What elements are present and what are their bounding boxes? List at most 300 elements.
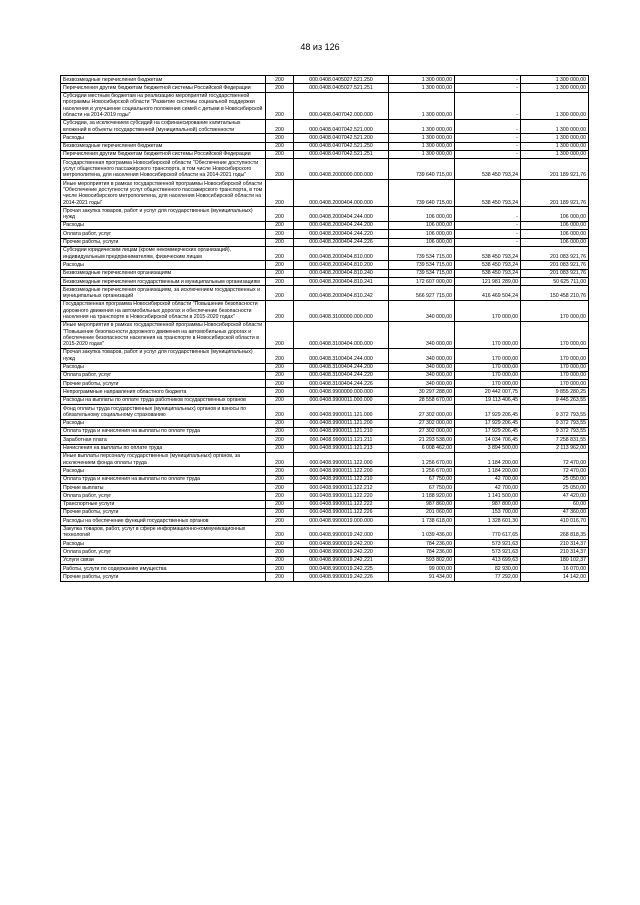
row-approved-amount: 172 607 000,00	[389, 278, 455, 286]
row-approved-amount: 739 534 715,00	[389, 246, 455, 261]
row-executed-amount: 170 000,00	[455, 380, 521, 388]
row-name: Субсидии местным бюджетам на реализацию мероприятий государственной программы Новосибирской области "Развитие системы социальной поддержки населения и улучшение социального положения семей с детьми в Новосибирской области на 2014-2019 годы"	[61, 92, 266, 119]
table-row	[61, 396, 589, 404]
table-row	[61, 300, 589, 321]
row-name: Работы, услуги по содержанию имущества	[61, 565, 266, 573]
row-line-code: 200	[266, 492, 294, 500]
row-classification-code: 000.0408.9900011.122.200	[294, 467, 389, 475]
table-row	[61, 363, 589, 371]
table-row	[61, 207, 589, 222]
table-row	[61, 525, 589, 540]
row-classification-code: 000.0408.9900011.122.226	[294, 508, 389, 516]
row-name: Перечисления другим бюджетам бюджетной системы Российской Федерации	[61, 84, 266, 92]
row-classification-code: 000.0408.9900011.122.222	[294, 500, 389, 508]
row-executed-amount: 170 000,00	[455, 363, 521, 371]
row-classification-code: 000.0408.2000404.810.200	[294, 261, 389, 269]
row-line-code: 200	[266, 134, 294, 142]
row-executed-amount: 42 700,00	[455, 475, 521, 483]
row-line-code: 200	[266, 76, 294, 84]
row-approved-amount: 30 297 288,00	[389, 388, 455, 396]
row-executed-amount: 573 921,63	[455, 540, 521, 548]
row-approved-amount: 27 302 000,00	[389, 405, 455, 420]
row-classification-code: 000.0408.9900011.000.000	[294, 396, 389, 404]
row-unexecuted-amount: 1 300 000,00	[521, 134, 589, 142]
row-line-code: 200	[266, 300, 294, 321]
row-unexecuted-amount: 150 458 210,76	[521, 286, 589, 301]
row-unexecuted-amount: 50 625 711,00	[521, 278, 589, 286]
row-name: Безвозмездные перечисления государственным и муниципальным организациям	[61, 278, 266, 286]
row-classification-code: 000.0408.2000404.810.240	[294, 269, 389, 277]
row-line-code: 200	[266, 508, 294, 516]
row-unexecuted-amount: 25 050,00	[521, 484, 589, 492]
row-executed-amount: 1 184 200,00	[455, 467, 521, 475]
row-line-code: 200	[266, 84, 294, 92]
row-name: Прочие работы, услуги	[61, 380, 266, 388]
row-line-code: 200	[266, 388, 294, 396]
table-row	[61, 134, 589, 142]
row-approved-amount: 1 039 436,00	[389, 525, 455, 540]
row-classification-code: 000.0408.9900011.122.210	[294, 475, 389, 483]
table-row	[61, 508, 589, 516]
row-line-code: 200	[266, 405, 294, 420]
row-name: Субсидии, за исключением субсидий на софинансирование капитальных вложений в объекты государственной (муниципальной) собственности	[61, 119, 266, 134]
row-classification-code: 000.0408.2000404.244.226	[294, 238, 389, 246]
row-classification-code: 000.0408.9900019.242.226	[294, 573, 389, 581]
row-approved-amount: 27 302 000,00	[389, 427, 455, 435]
row-unexecuted-amount: 268 818,35	[521, 525, 589, 540]
page-number: 48 из 126	[300, 42, 340, 52]
row-unexecuted-amount: 201 189 921,76	[521, 159, 589, 180]
row-classification-code: 000.0408.2000404.000.000	[294, 180, 389, 207]
row-approved-amount: 340 000,00	[389, 380, 455, 388]
row-executed-amount: 413 699,63	[455, 556, 521, 564]
row-executed-amount: 987 800,00	[455, 500, 521, 508]
row-approved-amount: 1 256 670,00	[389, 452, 455, 467]
row-executed-amount: 121 981 289,00	[455, 278, 521, 286]
row-unexecuted-amount: 170 000,00	[521, 321, 589, 348]
row-name: Расходы	[61, 363, 266, 371]
row-classification-code: 000.0408.9900019.000.000	[294, 517, 389, 525]
row-line-code: 200	[266, 92, 294, 119]
row-unexecuted-amount: 47 360,00	[521, 508, 589, 516]
row-unexecuted-amount: 2 113 962,00	[521, 444, 589, 452]
row-line-code: 200	[266, 207, 294, 222]
row-unexecuted-amount: 9 855 280,25	[521, 388, 589, 396]
row-classification-code: 000.0408.3100404.244.220	[294, 371, 389, 379]
row-executed-amount: 1 328 601,30	[455, 517, 521, 525]
row-unexecuted-amount: 72 470,00	[521, 467, 589, 475]
row-unexecuted-amount: 1 300 000,00	[521, 76, 589, 84]
row-line-code: 200	[266, 363, 294, 371]
row-line-code: 200	[266, 419, 294, 427]
row-approved-amount: 67 750,00	[389, 475, 455, 483]
row-name: Субсидии юридическим лицам (кроме некоммерческих организаций), индивидуальным предпринимателям, физическим лицам	[61, 246, 266, 261]
row-name: Прочая закупка товаров, работ и услуг для государственных (муниципальных) нужд	[61, 348, 266, 363]
row-name: Прочие работы, услуги	[61, 573, 266, 581]
row-name: Услуги связи	[61, 556, 266, 564]
row-executed-amount: 77 292,00	[455, 573, 521, 581]
row-unexecuted-amount: 14 142,00	[521, 573, 589, 581]
row-name: Оплата труда и начисления на выплаты по оплате труда	[61, 475, 266, 483]
row-unexecuted-amount: 1 300 000,00	[521, 119, 589, 134]
row-line-code: 200	[266, 246, 294, 261]
row-name: Непрограммные направления областного бюджета	[61, 388, 266, 396]
row-approved-amount: 99 000,00	[389, 565, 455, 573]
row-approved-amount: 1 256 670,00	[389, 467, 455, 475]
row-executed-amount: 538 450 793,24	[455, 180, 521, 207]
row-approved-amount: 21 293 538,00	[389, 436, 455, 444]
row-unexecuted-amount: 9 372 793,55	[521, 405, 589, 420]
row-name: Расходы	[61, 134, 266, 142]
budget-execution-table	[60, 75, 589, 582]
row-unexecuted-amount: 170 000,00	[521, 371, 589, 379]
row-line-code: 200	[266, 321, 294, 348]
row-line-code: 200	[266, 565, 294, 573]
row-unexecuted-amount: 410 016,70	[521, 517, 589, 525]
table-row	[61, 159, 589, 180]
row-approved-amount: 1 188 920,00	[389, 492, 455, 500]
row-classification-code: 000.0408.9900011.121.211	[294, 436, 389, 444]
row-classification-code: 000.0408.9900011.122.212	[294, 484, 389, 492]
row-executed-amount: -	[455, 119, 521, 134]
table-row	[61, 475, 589, 483]
row-unexecuted-amount: 106 000,00	[521, 238, 589, 246]
row-line-code: 200	[266, 269, 294, 277]
row-executed-amount: 416 469 504,24	[455, 286, 521, 301]
table-row	[61, 371, 589, 379]
row-classification-code: 000.0408.9900000.000.000	[294, 388, 389, 396]
row-line-code: 200	[266, 452, 294, 467]
table-row	[61, 556, 589, 564]
row-executed-amount: 153 700,00	[455, 508, 521, 516]
row-approved-amount: 566 927 715,00	[389, 286, 455, 301]
row-approved-amount: 6 008 462,00	[389, 444, 455, 452]
row-unexecuted-amount: 210 314,37	[521, 548, 589, 556]
row-classification-code: 000.0408.9900019.242.200	[294, 540, 389, 548]
table-row	[61, 492, 589, 500]
row-line-code: 200	[266, 150, 294, 158]
table-row	[61, 84, 589, 92]
row-line-code: 200	[266, 221, 294, 229]
row-line-code: 200	[266, 444, 294, 452]
row-approved-amount: 340 000,00	[389, 300, 455, 321]
row-executed-amount: 17 929 206,45	[455, 427, 521, 435]
row-classification-code: 000.0408.0405027.521.251	[294, 84, 389, 92]
row-approved-amount: 987 860,00	[389, 500, 455, 508]
row-approved-amount: 1 300 000,00	[389, 134, 455, 142]
row-unexecuted-amount: 180 102,37	[521, 556, 589, 564]
row-classification-code: 000.0408.9900019.242.221	[294, 556, 389, 564]
row-classification-code: 000.0408.9900019.242.225	[294, 565, 389, 573]
row-line-code: 200	[266, 500, 294, 508]
row-executed-amount: 1 141 500,00	[455, 492, 521, 500]
row-name: Оплата работ, услуг	[61, 230, 266, 238]
row-name: Фонд оплаты труда государственных (муниципальных) органов и взносы по обязательному социальному страхованию	[61, 405, 266, 420]
row-executed-amount: 170 000,00	[455, 371, 521, 379]
table-row	[61, 427, 589, 435]
row-unexecuted-amount: 1 300 000,00	[521, 92, 589, 119]
table-row	[61, 269, 589, 277]
row-approved-amount: 106 000,00	[389, 230, 455, 238]
row-classification-code: 000.0408.3100404.244.000	[294, 348, 389, 363]
row-executed-amount: -	[455, 92, 521, 119]
table-row	[61, 467, 589, 475]
row-name: Расходы	[61, 467, 266, 475]
table-row	[61, 92, 589, 119]
row-name: Расходы на обеспечение функций государственных органов	[61, 517, 266, 525]
table-row	[61, 150, 589, 158]
row-unexecuted-amount: 170 000,00	[521, 380, 589, 388]
table-row	[61, 419, 589, 427]
row-name: Безвозмездные перечисления организациям, за исключением государственных и муниципальных организаций	[61, 286, 266, 301]
row-executed-amount: 17 929 206,45	[455, 419, 521, 427]
table-row	[61, 238, 589, 246]
row-classification-code: 000.0408.2000404.244.000	[294, 207, 389, 222]
row-approved-amount: 739 640 715,00	[389, 180, 455, 207]
table-row	[61, 452, 589, 467]
row-executed-amount: 573 921,63	[455, 548, 521, 556]
row-classification-code: 000.0408.9900019.242.220	[294, 548, 389, 556]
row-executed-amount: -	[455, 221, 521, 229]
row-executed-amount: 770 617,65	[455, 525, 521, 540]
row-classification-code: 000.0408.9900011.122.000	[294, 452, 389, 467]
row-name: Государственная программа Новосибирской области "Повышение безопасности дорожного движения на автомобильных дорогах и обеспечение безопасности населения на транспорте в Новосибирской области в 2015-2020 годах"	[61, 300, 266, 321]
row-unexecuted-amount: 170 000,00	[521, 300, 589, 321]
row-name: Расходы	[61, 261, 266, 269]
row-approved-amount: 1 300 000,00	[389, 119, 455, 134]
row-name: Оплата труда и начисления на выплаты по оплате труда	[61, 427, 266, 435]
row-executed-amount: 538 450 793,24	[455, 159, 521, 180]
table-row	[61, 548, 589, 556]
row-executed-amount: 42 700,00	[455, 484, 521, 492]
row-approved-amount: 106 000,00	[389, 221, 455, 229]
row-approved-amount: 340 000,00	[389, 348, 455, 363]
row-name: Иные мероприятия в рамках государственной программы Новосибирской области "Обеспечение доступности услуг общественного пассажирского транспорта, в том числе Новосибирского метрополитена, для населения Новосибирской области на 2014-2021 годы"	[61, 180, 266, 207]
row-unexecuted-amount: 25 050,00	[521, 475, 589, 483]
row-executed-amount: 538 450 793,24	[455, 269, 521, 277]
row-approved-amount: 1 300 000,00	[389, 76, 455, 84]
row-name: Прочие выплаты	[61, 484, 266, 492]
row-name: Безвозмездные перечисления бюджетам	[61, 76, 266, 84]
row-classification-code: 000.0408.3100404.000.000	[294, 321, 389, 348]
table-row	[61, 405, 589, 420]
row-unexecuted-amount: 106 000,00	[521, 230, 589, 238]
row-classification-code: 000.0408.3100404.244.200	[294, 363, 389, 371]
table-row	[61, 278, 589, 286]
row-line-code: 200	[266, 278, 294, 286]
row-line-code: 200	[266, 380, 294, 388]
row-executed-amount: 170 000,00	[455, 321, 521, 348]
row-classification-code: 000.0408.0407042.000.000	[294, 92, 389, 119]
row-classification-code: 000.0408.9900011.121.200	[294, 419, 389, 427]
row-classification-code: 000.0408.9900011.121.213	[294, 444, 389, 452]
row-executed-amount: 538 450 793,24	[455, 261, 521, 269]
row-unexecuted-amount: 170 000,00	[521, 363, 589, 371]
row-unexecuted-amount: 201 083 921,76	[521, 269, 589, 277]
row-unexecuted-amount: 1 300 000,00	[521, 142, 589, 150]
row-executed-amount: 3 894 500,00	[455, 444, 521, 452]
row-classification-code: 000.0408.2000000.000.000	[294, 159, 389, 180]
table-row	[61, 261, 589, 269]
row-classification-code: 000.0408.3100000.000.000	[294, 300, 389, 321]
row-line-code: 200	[266, 556, 294, 564]
row-classification-code: 000.0408.2000404.244.200	[294, 221, 389, 229]
row-approved-amount: 784 236,00	[389, 540, 455, 548]
row-unexecuted-amount: 16 070,00	[521, 565, 589, 573]
row-unexecuted-amount: 9 445 263,55	[521, 396, 589, 404]
table-body	[61, 76, 589, 582]
row-line-code: 200	[266, 230, 294, 238]
table-row	[61, 380, 589, 388]
row-approved-amount: 784 236,00	[389, 548, 455, 556]
row-approved-amount: 201 060,00	[389, 508, 455, 516]
row-classification-code: 000.0408.9900011.122.220	[294, 492, 389, 500]
row-executed-amount: 1 184 200,00	[455, 452, 521, 467]
row-name: Расходы на выплаты по оплате труда работников государственных органов	[61, 396, 266, 404]
table-row	[61, 444, 589, 452]
row-executed-amount: 17 929 206,45	[455, 405, 521, 420]
row-unexecuted-amount: 72 470,00	[521, 452, 589, 467]
row-classification-code: 000.0408.0405027.521.250	[294, 76, 389, 84]
row-line-code: 200	[266, 573, 294, 581]
row-line-code: 200	[266, 548, 294, 556]
table-row	[61, 230, 589, 238]
row-executed-amount: -	[455, 238, 521, 246]
table-row	[61, 348, 589, 363]
row-line-code: 200	[266, 475, 294, 483]
row-executed-amount: 82 930,00	[455, 565, 521, 573]
table-row	[61, 76, 589, 84]
row-line-code: 200	[266, 540, 294, 548]
row-classification-code: 000.0408.0407042.521.200	[294, 134, 389, 142]
row-unexecuted-amount: 1 300 000,00	[521, 150, 589, 158]
row-name: Прочие работы, услуги	[61, 238, 266, 246]
row-executed-amount: 14 034 706,45	[455, 436, 521, 444]
row-approved-amount: 739 534 715,00	[389, 269, 455, 277]
row-approved-amount: 340 000,00	[389, 363, 455, 371]
row-name: Оплата работ, услуг	[61, 548, 266, 556]
row-executed-amount: 538 450 793,24	[455, 246, 521, 261]
row-approved-amount: 106 000,00	[389, 238, 455, 246]
row-approved-amount: 1 738 618,00	[389, 517, 455, 525]
table-row	[61, 180, 589, 207]
row-classification-code: 000.0408.9900011.121.000	[294, 405, 389, 420]
row-name: Прочая закупка товаров, работ и услуг для государственных (муниципальных) нужд	[61, 207, 266, 222]
row-classification-code: 000.0408.2000404.810.241	[294, 278, 389, 286]
row-line-code: 200	[266, 238, 294, 246]
row-unexecuted-amount: 60,00	[521, 500, 589, 508]
row-classification-code: 000.0408.9900011.121.210	[294, 427, 389, 435]
row-line-code: 200	[266, 371, 294, 379]
row-name: Расходы	[61, 221, 266, 229]
row-approved-amount: 739 640 715,00	[389, 159, 455, 180]
row-name: Начисления на выплаты по оплате труда	[61, 444, 266, 452]
row-approved-amount: 67 750,00	[389, 484, 455, 492]
row-line-code: 200	[266, 142, 294, 150]
row-unexecuted-amount: 201 083 921,76	[521, 261, 589, 269]
table-row	[61, 540, 589, 548]
row-name: Прочие работы, услуги	[61, 508, 266, 516]
row-classification-code: 000.0408.2000404.810.242	[294, 286, 389, 301]
table-row	[61, 321, 589, 348]
row-executed-amount: 170 000,00	[455, 300, 521, 321]
row-classification-code: 000.0408.0407042.521.250	[294, 142, 389, 150]
row-unexecuted-amount: 9 372 793,55	[521, 427, 589, 435]
row-line-code: 200	[266, 286, 294, 301]
row-executed-amount: 20 442 007,75	[455, 388, 521, 396]
row-executed-amount: -	[455, 134, 521, 142]
table-row	[61, 119, 589, 134]
row-approved-amount: 340 000,00	[389, 371, 455, 379]
table-row	[61, 142, 589, 150]
row-name: Государственная программа Новосибирской области "Обеспечение доступности услуг общественного пассажирского транспорта, в том числе Новосибирского метрополитена, для населения Новосибирской области на 2014-2021 годы"	[61, 159, 266, 180]
row-classification-code: 000.0408.2000404.810.000	[294, 246, 389, 261]
table-row	[61, 246, 589, 261]
row-line-code: 200	[266, 467, 294, 475]
row-approved-amount: 1 300 000,00	[389, 84, 455, 92]
row-line-code: 200	[266, 180, 294, 207]
row-classification-code: 000.0408.9900019.242.000	[294, 525, 389, 540]
row-line-code: 200	[266, 119, 294, 134]
row-executed-amount: -	[455, 76, 521, 84]
row-name: Безвозмездные перечисления бюджетам	[61, 142, 266, 150]
row-executed-amount: 170 000,00	[455, 348, 521, 363]
row-unexecuted-amount: 47 420,00	[521, 492, 589, 500]
row-unexecuted-amount: 210 314,37	[521, 540, 589, 548]
row-classification-code: 000.0408.3100404.244.226	[294, 380, 389, 388]
row-line-code: 200	[266, 436, 294, 444]
row-name: Заработная плата	[61, 436, 266, 444]
row-classification-code: 000.0408.0407042.521.251	[294, 150, 389, 158]
row-executed-amount: -	[455, 150, 521, 158]
row-approved-amount: 1 300 000,00	[389, 92, 455, 119]
row-unexecuted-amount: 201 083 921,76	[521, 246, 589, 261]
table-row	[61, 388, 589, 396]
row-approved-amount: 593 802,00	[389, 556, 455, 564]
row-approved-amount: 91 434,00	[389, 573, 455, 581]
row-unexecuted-amount: 1 300 000,00	[521, 84, 589, 92]
row-approved-amount: 1 300 000,00	[389, 150, 455, 158]
row-executed-amount: -	[455, 230, 521, 238]
table-row	[61, 573, 589, 581]
row-line-code: 200	[266, 261, 294, 269]
row-approved-amount: 27 302 000,00	[389, 419, 455, 427]
row-unexecuted-amount: 106 000,00	[521, 207, 589, 222]
table-row	[61, 221, 589, 229]
row-executed-amount: -	[455, 142, 521, 150]
row-approved-amount: 340 000,00	[389, 321, 455, 348]
row-name: Оплата работ, услуг	[61, 371, 266, 379]
row-approved-amount: 1 300 000,00	[389, 142, 455, 150]
table-row	[61, 565, 589, 573]
row-name: Транспортные услуги	[61, 500, 266, 508]
row-line-code: 200	[266, 484, 294, 492]
row-name: Иные выплаты персоналу государственных (муниципальных) органов, за исключением фонда оплаты труда	[61, 452, 266, 467]
row-unexecuted-amount: 170 000,00	[521, 348, 589, 363]
row-name: Расходы	[61, 540, 266, 548]
row-name: Закупка товаров, работ, услуг в сфере информационно-коммуникационных технологий	[61, 525, 266, 540]
row-line-code: 200	[266, 396, 294, 404]
row-line-code: 200	[266, 517, 294, 525]
row-unexecuted-amount: 7 258 831,55	[521, 436, 589, 444]
row-unexecuted-amount: 201 189 921,76	[521, 180, 589, 207]
row-unexecuted-amount: 106 000,00	[521, 221, 589, 229]
row-name: Расходы	[61, 419, 266, 427]
row-executed-amount: 19 113 406,45	[455, 396, 521, 404]
row-name: Перечисления другим бюджетам бюджетной системы Российской Федерации	[61, 150, 266, 158]
row-unexecuted-amount: 9 372 793,55	[521, 419, 589, 427]
row-approved-amount: 28 558 670,00	[389, 396, 455, 404]
